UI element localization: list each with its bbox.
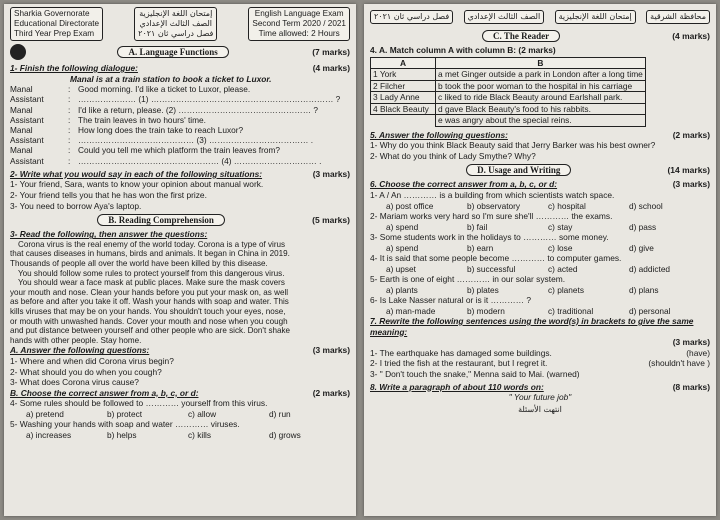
q3a-header [10,345,350,356]
passage-line: You should follow some rules to protect yourself from this dangerous virus. [18,268,285,278]
q6-items [364,190,716,316]
q2-item: 3- You need to borrow Aya's laptop. [10,200,142,211]
page-header [4,4,356,41]
passage-line: as before and after you take it off. Wash your hands with soap and water. This [10,297,289,307]
q7-item-row [370,348,710,359]
q6-question: 1- A / An ………… is a building from which scientists watch space. [370,189,615,200]
q2-header [10,169,350,180]
q6-options [386,285,710,295]
q8-header [370,382,710,393]
column-b-cell: c liked to ride Black Beauty around Earlshall park. [436,92,646,104]
q3b-marks: (2 marks) [312,387,350,398]
q2-item: 1- Your friend, Sara, wants to know your opinion about manual work. [10,179,264,190]
option-b[interactable]: b) protect [107,408,143,419]
q7-hint: (shouldn't have ) [648,358,710,369]
column-a-cell: 3 Lady Anne [371,92,436,104]
dialogue-speaker: Manal [10,84,33,95]
section-d-marks: (14 marks) [667,165,710,176]
section-d-title: D. Usage and Writing [466,164,571,176]
dialogue-blank: …………………………………… (3) ……………………………… . [78,135,314,146]
q7-item: 1- The earthquake has damaged some buildings. [370,347,552,358]
q7-marks: (3 marks) [672,337,710,348]
column-a-cell: 1 York [371,69,436,81]
q3a-item: 2- What should you do when you cough? [10,366,162,377]
q5-item: 2- What do you think of Lady Smythe? Why? [370,150,536,161]
passage-line: Corona virus is the real enemy of the world today. Corona is a type of virus [18,239,286,249]
exam-page-right [364,4,716,516]
dialogue-line: Could you tell me which platform the train leaves from? [78,145,280,156]
q8-marks: (8 marks) [672,381,710,392]
dialogue-blank: …………………………………………… (4) ………………………… . [78,155,322,166]
q6-question: 2- Mariam works very hard so I'm sure she'll ………… the exams. [370,210,613,221]
q6-marks: (3 marks) [672,179,710,190]
section-b-marks: (5 marks) [312,215,350,226]
option-b[interactable]: b) earn [467,242,494,253]
column-a-header: A [371,57,436,69]
passage-line: hands with other people. Stay home. [10,335,142,345]
q4-title: 4. A. Match column A with column B: (2 marks) [370,45,556,55]
q1-title: 1- Finish the following dialogue: [10,63,138,73]
option-d[interactable]: d) personal [629,305,671,316]
q7-title: 7. Rewrite the following sentences using the word(s) in brackets to give the same meaning: [370,315,694,337]
q1-intro: Manal is at a train station to book a ticket to Luxor. [70,73,272,84]
q3b-question: 4- Some rules should be followed to ………… yourself from this virus. [10,398,268,409]
q5-item: 1- Why do you think Black Beauty said that Jerry Barker was his best owner? [370,140,656,151]
column-a-cell: 4 Black Beauty [371,103,436,115]
option-c[interactable]: c) stay [548,221,573,232]
section-c-marks: (4 marks) [672,31,710,41]
q6-question: 6- Is Lake Nasser natural or is it ………… ? [370,294,532,305]
reading-passage [10,240,350,346]
passage-line: your mouth and nose. Clean your hands before you put your mask on, as well [10,287,289,297]
school-box [10,7,103,41]
q7-hint: (have) [686,347,710,358]
exam-time: Time allowed: 2 Hours [258,29,340,38]
option-b[interactable]: b) helps [107,429,137,440]
dialogue: Manal : Good morning. I'd like a ticket to Luxor, please. Assistant : ………………… (1) ………………………………………………………… ? Manal : I'd like a return, please. (2) ………………………………………… ? Assistant : The train leaves in two hours' time. Manal : How long does the train take to reach Luxor? Assistant : …………………………………… (3) ……………………………… . Manal : Could you tell me which platform the train leaves from? Assistant : …………………………………………… (4) ………………………… . [10,84,350,166]
option-b[interactable]: b) modern [467,305,505,316]
option-a[interactable]: a) spend [386,242,419,253]
governorate-box: محافظة الشرقية [646,10,710,24]
q6-options [386,306,710,316]
option-a[interactable]: a) pretend [26,408,64,419]
option-d[interactable]: d) addicted [629,263,671,274]
option-c[interactable]: c) kills [188,429,212,440]
option-c[interactable]: c) hospital [548,200,586,211]
dialogue-speaker: Assistant [10,94,44,105]
passage-line: Thousands of people all over the world have been killed by this disease. [10,258,268,268]
option-b[interactable]: b) successful [467,263,516,274]
exam-info-box [248,7,350,41]
table-row [371,80,646,92]
option-a[interactable]: a) upset [386,263,416,274]
q5-header [370,130,710,141]
option-c[interactable]: c) acted [548,263,578,274]
column-a-cell [371,115,436,127]
arabic-exam-label: إمتحان اللغة الإنجليزية [139,9,213,18]
table-row [371,103,646,115]
q8-title: 8. Write a paragraph of about 110 words on: [370,381,544,392]
dialogue-line: Good morning. I'd like a ticket to Luxor, please. [78,84,251,95]
governorate-label: Sharkia Governorate [14,9,90,18]
section-c-title: C. The Reader [482,30,560,42]
passage-line: or mouth with unwashed hands. Cover your mouth and nose when you cough [10,316,288,326]
section-c-header [370,30,710,42]
table-row [371,69,646,81]
exam-grade-label: Third Year Prep Exam [14,29,95,38]
column-b-cell: d gave Black Beauty's food to his rabbits. [436,103,646,115]
q6-options [386,243,710,253]
q8-topic: " Your future job" [508,392,572,403]
column-b-cell: b took the poor woman to the hospital in his carriage [436,80,646,92]
end-of-questions-label: انتهت الأسئلة [518,404,562,414]
option-c[interactable]: c) traditional [548,305,594,316]
q3b-options [26,409,350,419]
q7-item-row [370,358,710,369]
q3b-question: 5- Washing your hands with soap and water ………… viruses. [10,419,240,430]
q3a-marks: (3 marks) [312,345,350,356]
term-box: فصل دراسي ثان ٢٠٢١ [370,10,453,24]
section-b-title: B. Reading Comprehension [97,214,225,226]
dialogue-line: I'd like a return, please. (2) ………………………………………… ? [78,104,318,115]
q3-title: 3- Read the following, then answer the questions: [10,229,208,240]
q3b-title: B. Choose the correct answer from a, b, c, or d: [10,387,199,398]
option-b[interactable]: b) fail [467,221,488,232]
option-c[interactable]: c) lose [548,242,573,253]
q3b-header [10,388,350,399]
passage-line: that causes diseases in humans, birds and animals. It began in China in 2019. [10,249,290,259]
dialogue-speaker: Assistant [10,114,44,125]
q2-title: 2- Write what you would say in each of the following situations: [10,168,263,179]
dialogue-line: How long does the train take to reach Luxor? [78,125,244,135]
table-row [371,92,646,104]
q3a-item: 1- Where and when did Corona virus begin? [10,355,174,366]
q2-marks: (3 marks) [312,168,350,179]
column-b-cell: a met Ginger outside a park in London after a long time [436,69,646,81]
column-a-cell: 2 Filcher [371,80,436,92]
option-a[interactable]: a) man-made [386,305,436,316]
q3a-item: 3- What does Corona virus cause? [10,377,139,388]
option-b[interactable]: b) plates [467,284,499,295]
section-a-marks: (7 marks) [312,47,350,57]
directorate-label: Educational Directorate [14,19,100,28]
dialogue-speaker: Manal [10,125,33,135]
table-row [371,115,646,127]
q6-options [386,264,710,274]
option-d[interactable]: d) give [629,242,654,253]
q6-options [386,222,710,232]
logo-icon [10,44,26,60]
dialogue-speaker: Assistant [10,135,44,146]
passage-line: and put distance between yourself and other people who are sick. Don't shake [10,326,291,336]
exam-page-left [4,4,356,516]
dialogue-line: The train leaves in two hours' time. [78,114,206,125]
column-b-cell: e was angry about the special reins. [436,115,646,127]
option-b[interactable]: b) observatory [467,200,521,211]
option-d[interactable]: d) school [629,200,663,211]
arabic-box [134,7,217,41]
q6-header [370,179,710,190]
dialogue-speaker: Manal [10,104,33,115]
option-a[interactable]: a) post office [386,200,434,211]
grade-box: الصف الثالث الإعدادي [464,10,545,24]
q3a-title: A. Answer the following questions: [10,345,150,356]
option-d[interactable]: d) pass [629,221,657,232]
passage-line: kills viruses that may be on your hands. You shouldn't touch your eyes, nose, [10,306,286,316]
option-a[interactable]: a) plants [386,284,418,295]
option-c[interactable]: c) allow [188,408,217,419]
q6-question: 3- Some students work in the holidays to ………… some money. [370,231,609,242]
option-a[interactable]: a) spend [386,221,419,232]
q5-marks: (2 marks) [672,129,710,140]
dialogue-blank: ………………… (1) ………………………………………………………… ? [78,94,341,105]
option-c[interactable]: c) planets [548,284,584,295]
section-d-header [370,164,710,176]
exam-title: English Language Exam [254,9,344,18]
option-d[interactable]: d) run [269,408,291,419]
section-b-header [10,214,350,226]
q6-options [386,201,710,211]
q1-marks: (4 marks) [312,63,350,73]
q7-item: 3- " Don't touch the snake," Menna said to Mai. (warned) [370,368,580,379]
q2-item: 2- Your friend tells you that he has won the first prize. [10,190,207,200]
match-table [370,57,646,127]
page-header-right [364,4,716,24]
q1-header [10,63,350,74]
q3b-options [26,430,350,440]
q6-title: 6. Choose the correct answer from a, b, c, or d: [370,179,558,190]
exam-box: إمتحان اللغة الإنجليزية [555,10,636,24]
arabic-term-label: فصل دراسي ثان ٢٠٢١ [138,29,214,38]
q7-item: 2- I tried the fish at the restaurant, but I regret it. [370,358,548,369]
q6-question: 5- Earth is one of eight ………… in our solar system. [370,273,566,284]
option-d[interactable]: d) grows [269,429,301,440]
q6-question: 4- It is said that some people become ………… to computer games. [370,252,622,263]
option-d[interactable]: d) plans [629,284,659,295]
passage-line: You should wear a face mask at public places. Make sure the mask covers [18,278,285,288]
option-a[interactable]: a) increases [26,429,72,440]
section-a-title: A. Language Functions [117,46,228,58]
dialogue-speaker: Manal [10,145,33,156]
column-b-header: B [436,57,646,69]
exam-term: Second Term 2020 / 2021 [252,19,346,28]
dialogue-speaker: Assistant [10,155,44,166]
arabic-grade-label: الصف الثالث الإعدادي [139,19,213,28]
q5-title: 5. Answer the following questions: [370,129,508,140]
section-a-header [10,44,350,60]
